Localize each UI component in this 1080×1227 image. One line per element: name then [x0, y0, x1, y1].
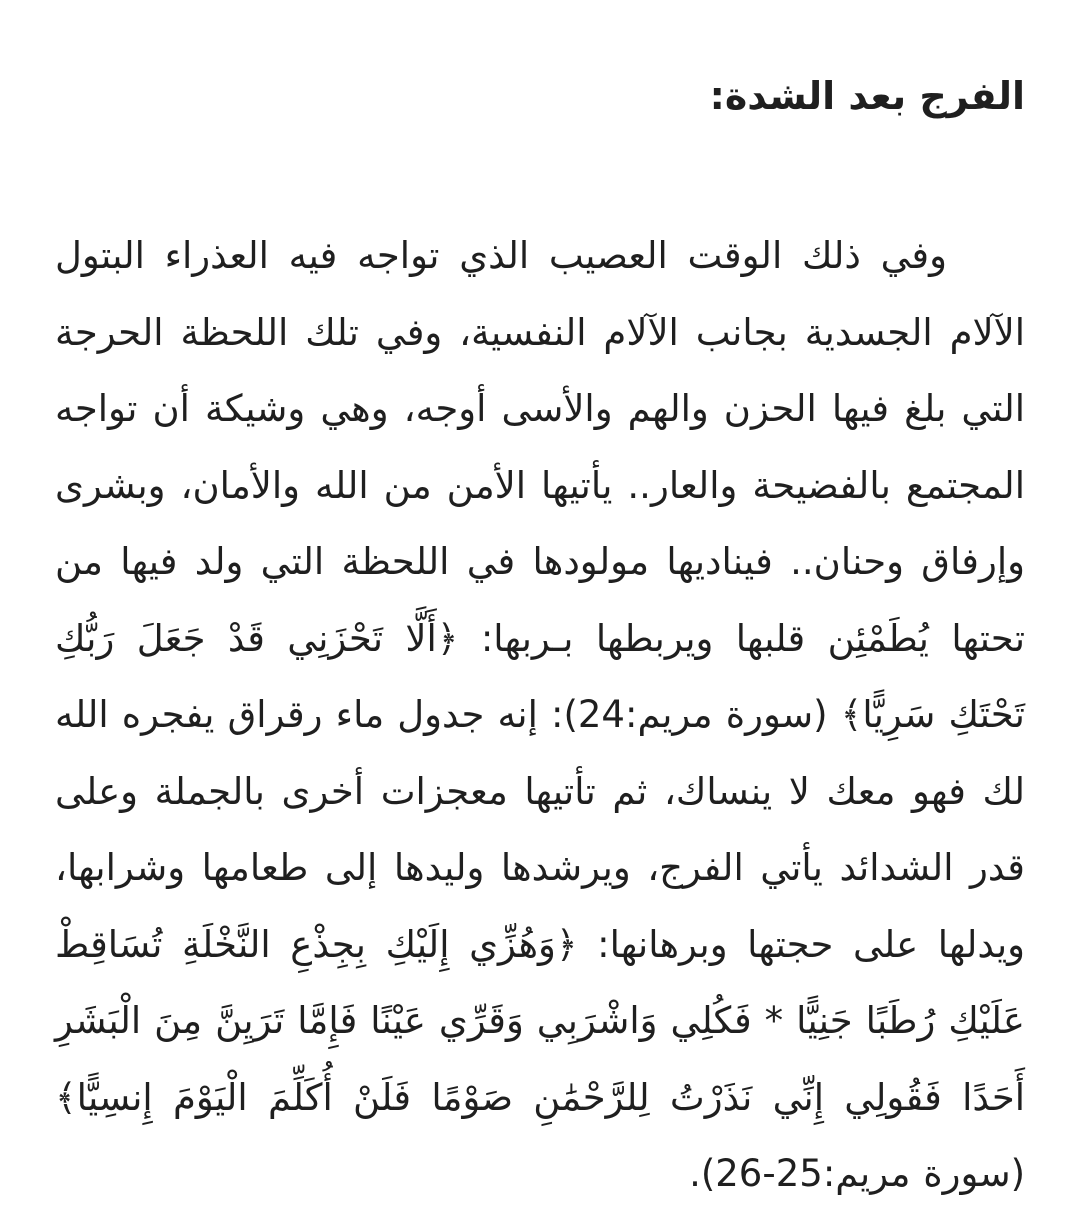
body-paragraph: وفي ذلك الوقت العصيب الذي تواجه فيه العذراء البتول الآلام الجسدية بجانب الآلام النفسية، وفي تلك اللحظة الحرجة التي بلغ فيها الحزن والهم والأسى أوجه، وهي وشيكة أن تواجه المجتمع بالفضيحة والعار.. يأتيها الأمن من الله والأمان، وبشرى وإرفاق وحنان.. فيناديها مولودها في اللحظة التي ولد فيها من تحتها يُطَمْئِن قلبها ويربطها بـربها: ﴿أَلَّا تَحْزَنِي قَدْ جَعَلَ رَبُّكِ تَحْتَكِ سَرِيًّا﴾ (سورة مريم:24): إنه جدول ماء رقراق يفجره الله لك فهو معك لا ينساك، ثم تأتيها معجزات أخرى بالجملة وعلى قدر الشدائد يأتي الفرج، ويرشدها وليدها إلى طعامها وشرابها، ويدلها على حجتها وبرهانها: ﴿وَهُزِّي إِلَيْكِ بِجِذْعِ النَّخْلَةِ تُسَاقِطْ عَلَيْكِ رُطَبًا جَنِيًّا * فَكُلِي وَاشْرَبِي وَقَرِّي عَيْنًا فَإِمَّا تَرَيِنَّ مِنَ الْبَشَرِ أَحَدًا فَقُولِي إِنِّي نَذَرْتُ لِلرَّحْمَٰنِ صَوْمًا فَلَنْ أُكَلِّمَ الْيَوْمَ إِنسِيًّا﴾ (سورة مريم:25-26).	[55, 234, 1025, 1195]
section-title: الفرج بعد الشدة:	[709, 74, 1025, 118]
